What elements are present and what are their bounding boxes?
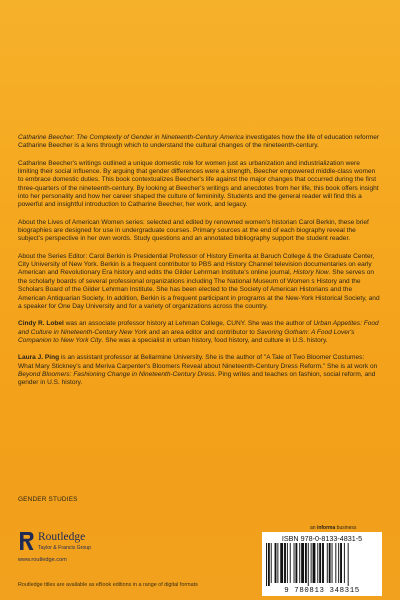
barcode-bar [301, 543, 304, 583]
editor-text-a: About the Series Editor: Carol Berkin is Presidential Professor of History Emerita at Baruch College & the Graduate Center, City University of New York. Berkin is a frequent contributor to PBS and History Channel television documentaries on early American and Revolutionary Era history and edits the Gilder Lehrman Institute's online journal, [18, 252, 375, 277]
barcode-bar [308, 543, 309, 586]
barcode-bar [340, 543, 342, 583]
lobel-text-a: was an associate professor history at Lehman College, CUNY. She was the author of [63, 320, 314, 328]
barcode-bar [319, 543, 321, 583]
summary-text: investigates how the life of education reformer Catharine Beecher is a lens through which to understand the cultural changes of the nineteenth-century. [18, 134, 380, 150]
barcode-bar [305, 543, 307, 583]
subject-category: GENDER STUDIES [18, 496, 78, 503]
ping-text-a: is an assistant professor at Bellarmine University. She is the author of "A Tale of Two Bloomer Costumes: What Mary Stickney's and Meriva Carpenter's Bloomers Reveal about Nineteenth-Century Dress Reform." She is at work on [18, 354, 378, 370]
barcode-bar [287, 543, 288, 583]
ping-text-b: . Ping writes and teaches on fashion, social reform, and gender in U.S. history. [18, 370, 376, 387]
barcode-bar [329, 543, 331, 583]
lobel-text-c: . She was a specialist in urban history, food history, and culture in U.S. history. [101, 336, 328, 344]
informa-word: informa [316, 525, 336, 531]
barcode-bar [317, 543, 318, 583]
barcode-bar [266, 543, 267, 586]
barcode-bar [271, 543, 272, 583]
barcode-bar [338, 543, 339, 583]
publisher-url[interactable]: www.routledge.com [18, 557, 67, 563]
author-bio-lobel [18, 320, 381, 345]
isbn-barcode [262, 532, 382, 596]
publisher-name: Routledge [38, 531, 86, 543]
author-bio-ping [18, 354, 381, 387]
barcode-bar [299, 543, 300, 583]
author-name-lobel: Cindy R. Lobel [18, 320, 64, 328]
informa-suffix: business [335, 525, 357, 531]
barcode-bars-icon [266, 543, 378, 586]
cover-copy [18, 134, 381, 397]
barcode-bar [332, 543, 333, 583]
barcode-bar [348, 543, 349, 586]
isbn-number: ISBN 978-0-8133-4831-5 [281, 534, 363, 543]
journal-title: History Now [293, 269, 329, 277]
description-paragraph: Catharine Beecher's writings outlined a unique domestic role for women just as urbanization and industrialization were limiting their social influence. By arguing that gender differences were a strength, Beecher empowered middle-class women to embrace domestic duties. This book contextualizes Beecher's life against the major changes that occurred during the first three-quarters of the nineteenth-century. By looking at Beecher's writings and anecdotes from her life, this book offers insight into her personality and how her career shaped the culture of femininity. Students and the general reader will find this a powerful and insightful introduction to Catharine Beecher, her work, and legacy. [18, 159, 379, 209]
barcode-bar [268, 543, 270, 586]
barcode-bar [280, 543, 283, 583]
informa-tagline [310, 525, 356, 531]
book-title: Catharine Beecher: The Complexity of Gender in Nineteenth-Century America [18, 134, 244, 141]
barcode-bar [327, 543, 328, 583]
author-name-ping: Laura J. Ping [18, 354, 60, 362]
barcode-bar [294, 543, 295, 583]
barcode-bar [290, 543, 291, 583]
editor-text-b: . She serves on the scholarly boards of several professional organizations including The National Museum of Women s History and the Scholars Board of the Gilder Lehrman Institute. She has been elected to the Society of American Historians and the American Antiquarian Society. In addition, Berkin is a frequent participant in programs at the New-York Historical Society, and a speaker for One Day University and for a variety of organizations across the country. [18, 269, 380, 310]
routledge-r-icon [18, 530, 35, 554]
ping-book: Beyond Bloomers: Fashioning Change in Nineteenth-Century Dress [18, 370, 215, 378]
barcode-bar [311, 543, 312, 583]
barcode-bar [313, 543, 316, 583]
editor-paragraph [18, 253, 381, 311]
publisher-group: Taylor & Francis Group [38, 545, 92, 551]
lobel-book-2: Savoring Gotham: A Food Lover's Companion to New York City [18, 328, 355, 344]
barcode-bar [295, 543, 297, 583]
lobel-book-1: Urban Appetites: Food and Culture in Nineteenth-Century New York [18, 320, 379, 336]
barcode-bar [335, 543, 336, 583]
ebook-note: Routledge titles are available as eBook editions in a range of digital formats [18, 582, 198, 588]
informa-prefix: an [310, 525, 317, 531]
barcode-digits: 9 780813 348315 [284, 587, 360, 595]
barcode-bar [275, 543, 277, 583]
lobel-text-b: and an area editor and contributor to [147, 328, 257, 336]
barcode-bar [277, 543, 278, 583]
series-paragraph: About the Lives of American Women series: selected and edited by renowned women's historian Carol Berkin, these brief biographies are designed for use in undergraduate courses. Primary sources at the end of each biography reveal the subject's perspective in her own words. Study questions and an annotated bibliography support the student reader. [18, 218, 369, 243]
publisher-logo [18, 530, 128, 570]
summary-paragraph [18, 134, 381, 151]
barcode-bar [284, 543, 286, 583]
barcode-bar [322, 543, 324, 583]
barcode-bar [344, 543, 345, 583]
